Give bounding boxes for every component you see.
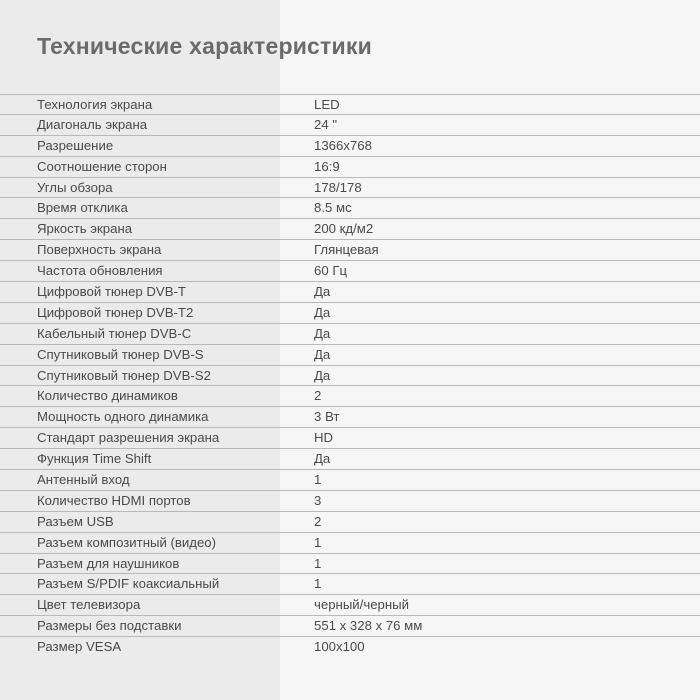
spec-label: Количество динамиков	[37, 388, 178, 404]
spec-label: Разъем для наушников	[37, 555, 180, 571]
spec-row	[0, 407, 700, 428]
spec-value: 2	[314, 388, 322, 404]
spec-label: Яркость экрана	[37, 221, 133, 237]
spec-row	[0, 428, 700, 449]
spec-label: Стандарт разрешения экрана	[37, 430, 220, 446]
spec-label: Цифровой тюнер DVB-T2	[37, 304, 194, 320]
spec-row	[0, 512, 700, 533]
spec-label: Мощность одного динамика	[37, 409, 209, 425]
page-title: Технические характеристики	[37, 33, 372, 59]
spec-label: Спутниковый тюнер DVB-S	[37, 346, 204, 362]
spec-label: Размеры без подставки	[37, 618, 182, 634]
spec-row	[0, 115, 700, 136]
spec-label: Соотношение сторон	[37, 158, 167, 174]
spec-row	[0, 533, 700, 554]
spec-value: Да	[314, 367, 331, 383]
spec-value: 8.5 мс	[314, 200, 352, 216]
spec-value: 1	[314, 534, 322, 550]
spec-value: 16:9	[314, 158, 340, 174]
spec-label: Цифровой тюнер DVB-T	[37, 284, 186, 300]
spec-value: 3 Вт	[314, 409, 340, 425]
specs-table	[0, 94, 700, 658]
spec-row	[0, 219, 700, 240]
spec-value: 100x100	[314, 639, 365, 655]
spec-value: 24 "	[314, 116, 338, 132]
spec-label: Поверхность экрана	[37, 242, 162, 258]
spec-label: Разрешение	[37, 137, 114, 153]
spec-value: 60 Гц	[314, 263, 348, 279]
spec-label: Частота обновления	[37, 263, 163, 279]
spec-value: 2	[314, 513, 322, 529]
spec-value: 1	[314, 555, 322, 571]
spec-row	[0, 554, 700, 575]
spec-row	[0, 94, 700, 115]
spec-label: Разъем композитный (видео)	[37, 534, 217, 550]
spec-row	[0, 240, 700, 261]
spec-value: Да	[314, 304, 331, 320]
spec-label: Количество HDMI портов	[37, 492, 191, 508]
spec-value: 178/178	[314, 179, 362, 195]
spec-label: Цвет телевизора	[37, 597, 141, 613]
spec-label: Время отклика	[37, 200, 128, 216]
spec-row	[0, 366, 700, 387]
spec-value: Да	[314, 451, 331, 467]
spec-row	[0, 261, 700, 282]
spec-row	[0, 345, 700, 366]
spec-row	[0, 491, 700, 512]
spec-label: Спутниковый тюнер DVB-S2	[37, 367, 211, 383]
spec-label: Антенный вход	[37, 472, 130, 488]
spec-row	[0, 198, 700, 219]
spec-row	[0, 303, 700, 324]
spec-value: LED	[314, 97, 340, 112]
spec-row	[0, 595, 700, 616]
spec-value: HD	[314, 430, 334, 446]
spec-label: Технология экрана	[37, 97, 153, 112]
spec-row	[0, 637, 700, 658]
spec-row	[0, 157, 700, 178]
spec-value: 551 x 328 x 76 мм	[314, 618, 423, 634]
spec-label: Разъем S/PDIF коаксиальный	[37, 576, 220, 592]
spec-row	[0, 178, 700, 199]
spec-row	[0, 282, 700, 303]
spec-value: Да	[314, 284, 331, 300]
spec-row	[0, 616, 700, 637]
spec-value: Да	[314, 346, 331, 362]
spec-value: 200 кд/м2	[314, 221, 374, 237]
spec-row	[0, 449, 700, 470]
spec-value: 3	[314, 492, 322, 508]
spec-row	[0, 470, 700, 491]
spec-label: Кабельный тюнер DVB-C	[37, 325, 192, 341]
spec-value: 1	[314, 472, 322, 488]
spec-value: Да	[314, 325, 331, 341]
spec-value: 1366x768	[314, 137, 372, 153]
spec-label: Функция Time Shift	[37, 451, 152, 467]
spec-label: Размер VESA	[37, 639, 122, 655]
spec-value: 1	[314, 576, 322, 592]
spec-value: Глянцевая	[314, 242, 379, 258]
spec-row	[0, 324, 700, 345]
spec-label: Разъем USB	[37, 513, 114, 529]
spec-row	[0, 386, 700, 407]
spec-value: черный/черный	[314, 597, 409, 613]
spec-row	[0, 136, 700, 157]
spec-label: Диагональ экрана	[37, 116, 148, 132]
spec-row	[0, 574, 700, 595]
spec-label: Углы обзора	[37, 179, 113, 195]
